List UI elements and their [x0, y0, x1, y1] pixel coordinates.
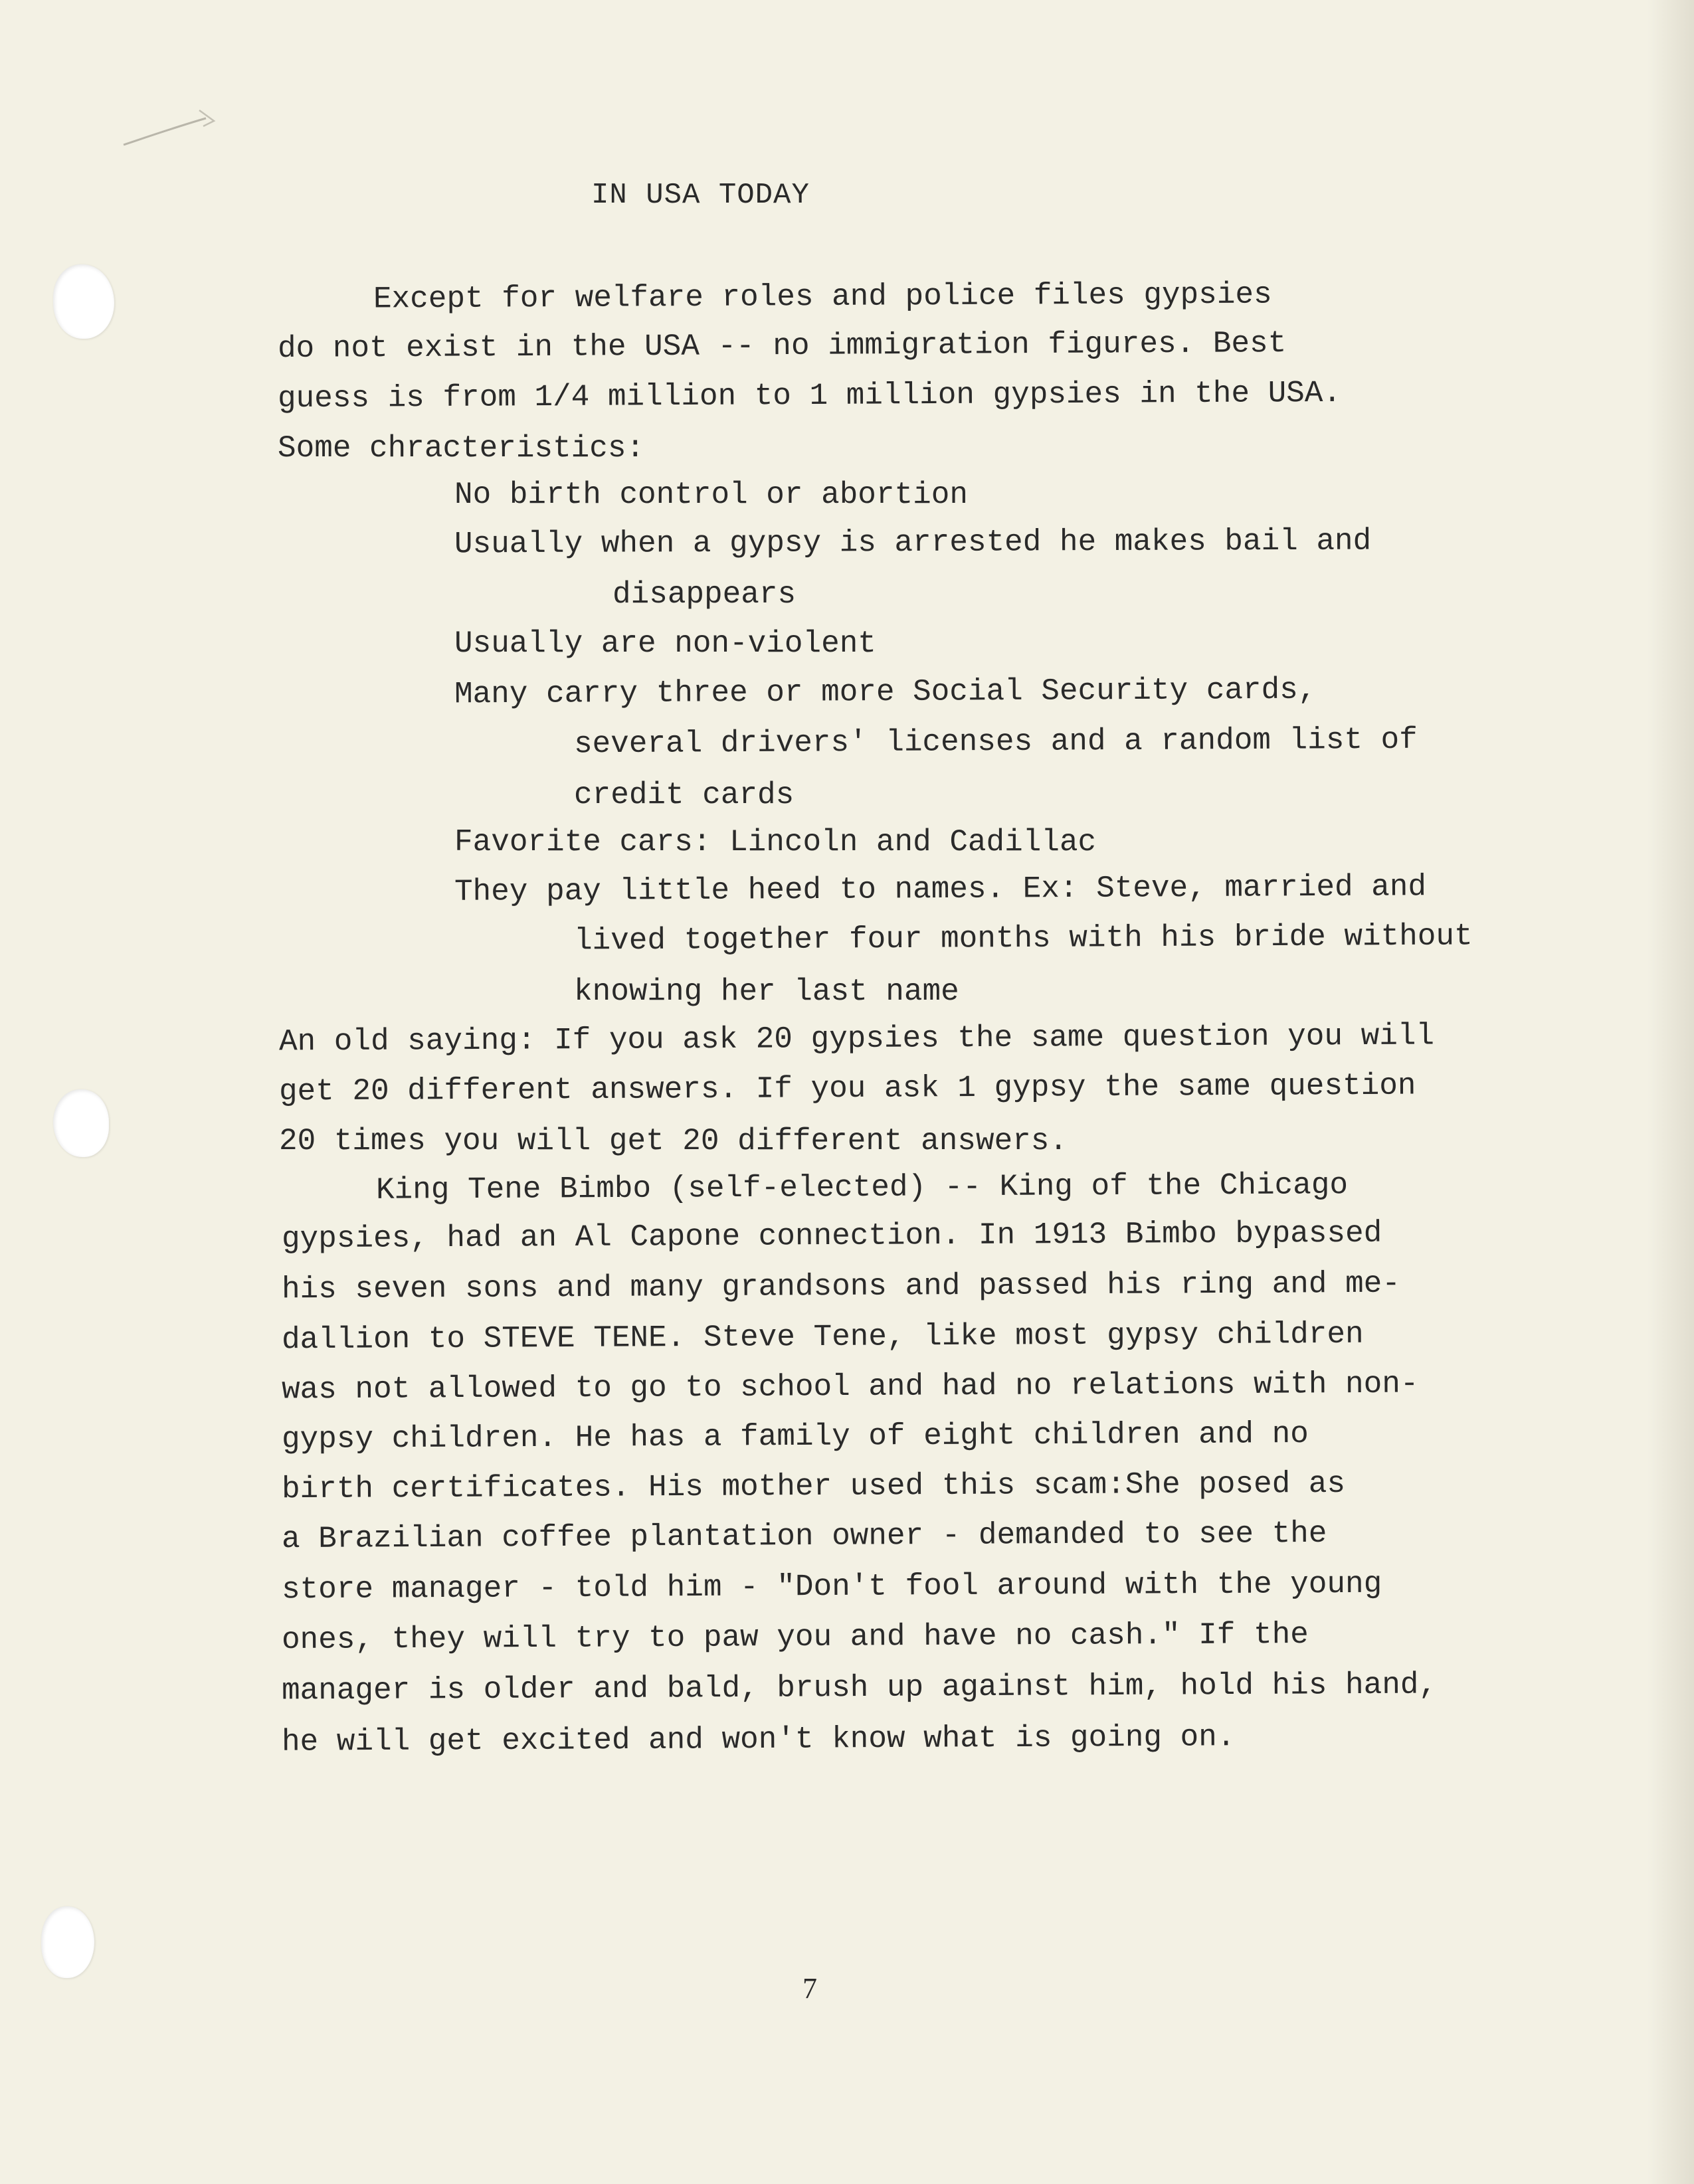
text-line: manager is older and bald, brush up against him, hold his hand, [281, 1667, 1438, 1708]
text-line: Some chracteristics: [278, 431, 645, 466]
list-item: Many carry three or more Social Security cards, [454, 672, 1317, 712]
list-item-continuation: credit cards [574, 778, 795, 812]
list-item: They pay little heed to names. Ex: Steve, married and [454, 869, 1427, 909]
list-item: Usually are non-violent [454, 626, 876, 661]
text-line: gypsies, had an Al Capone connection. In 1913 Bimbo bypassed [281, 1216, 1382, 1257]
text-line: he will get excited and won't know what is going on. [281, 1720, 1236, 1760]
text-line: King Tene Bimbo (self-elected) -- King of the Chicago [375, 1168, 1349, 1208]
text-line: guess is from 1/4 million to 1 million gypsies in the USA. [277, 375, 1342, 416]
text-line: store manager - told him - "Don't fool around with the young [281, 1566, 1382, 1607]
text-line: An old saying: If you ask 20 gypsies the same question you will [278, 1018, 1435, 1059]
text-line: dallion to STEVE TENE. Steve Tene, like most gypsy children [281, 1317, 1364, 1358]
binder-hole-top [53, 264, 114, 339]
pencil-mark [121, 106, 221, 153]
list-item: Favorite cars: Lincoln and Cadillac [454, 825, 1097, 860]
list-item: No birth control or abortion [454, 478, 968, 512]
page-heading: IN USA TODAY [591, 179, 810, 212]
list-item-continuation: several drivers' licenses and a random list of [573, 722, 1418, 762]
text-line: do not exist in the USA -- no immigration figures. Best [277, 326, 1287, 366]
text-line: birth certificates. His mother used this scam:She posed as [281, 1466, 1346, 1507]
text-line: a Brazilian coffee plantation owner - demanded to see the [281, 1516, 1327, 1557]
text-line: was not allowed to go to school and had no relations with non- [281, 1366, 1419, 1408]
text-line: his seven sons and many grandsons and passed his ring and me- [281, 1266, 1400, 1307]
list-item-continuation: knowing her last name [574, 974, 959, 1009]
page-edge-shadow [1647, 0, 1694, 2184]
text-line: gypsy children. He has a family of eight children and no [281, 1416, 1309, 1457]
text-line: Except for welfare roles and police files gypsies [373, 277, 1272, 317]
page-number: 7 [802, 1972, 817, 2005]
text-line: ones, they will try to paw you and have no cash." If the [281, 1617, 1309, 1658]
binder-hole-middle [53, 1089, 109, 1157]
binder-hole-bottom [41, 1906, 94, 1978]
list-item-continuation: disappears [612, 577, 797, 612]
text-line: get 20 different answers. If you ask 1 gypsy the same question [278, 1068, 1416, 1109]
text-line: 20 times you will get 20 different answers. [279, 1124, 1068, 1158]
list-item: Usually when a gypsy is arrested he makes bail and [454, 523, 1372, 562]
list-item-continuation: lived together four months with his bride without [573, 919, 1473, 958]
